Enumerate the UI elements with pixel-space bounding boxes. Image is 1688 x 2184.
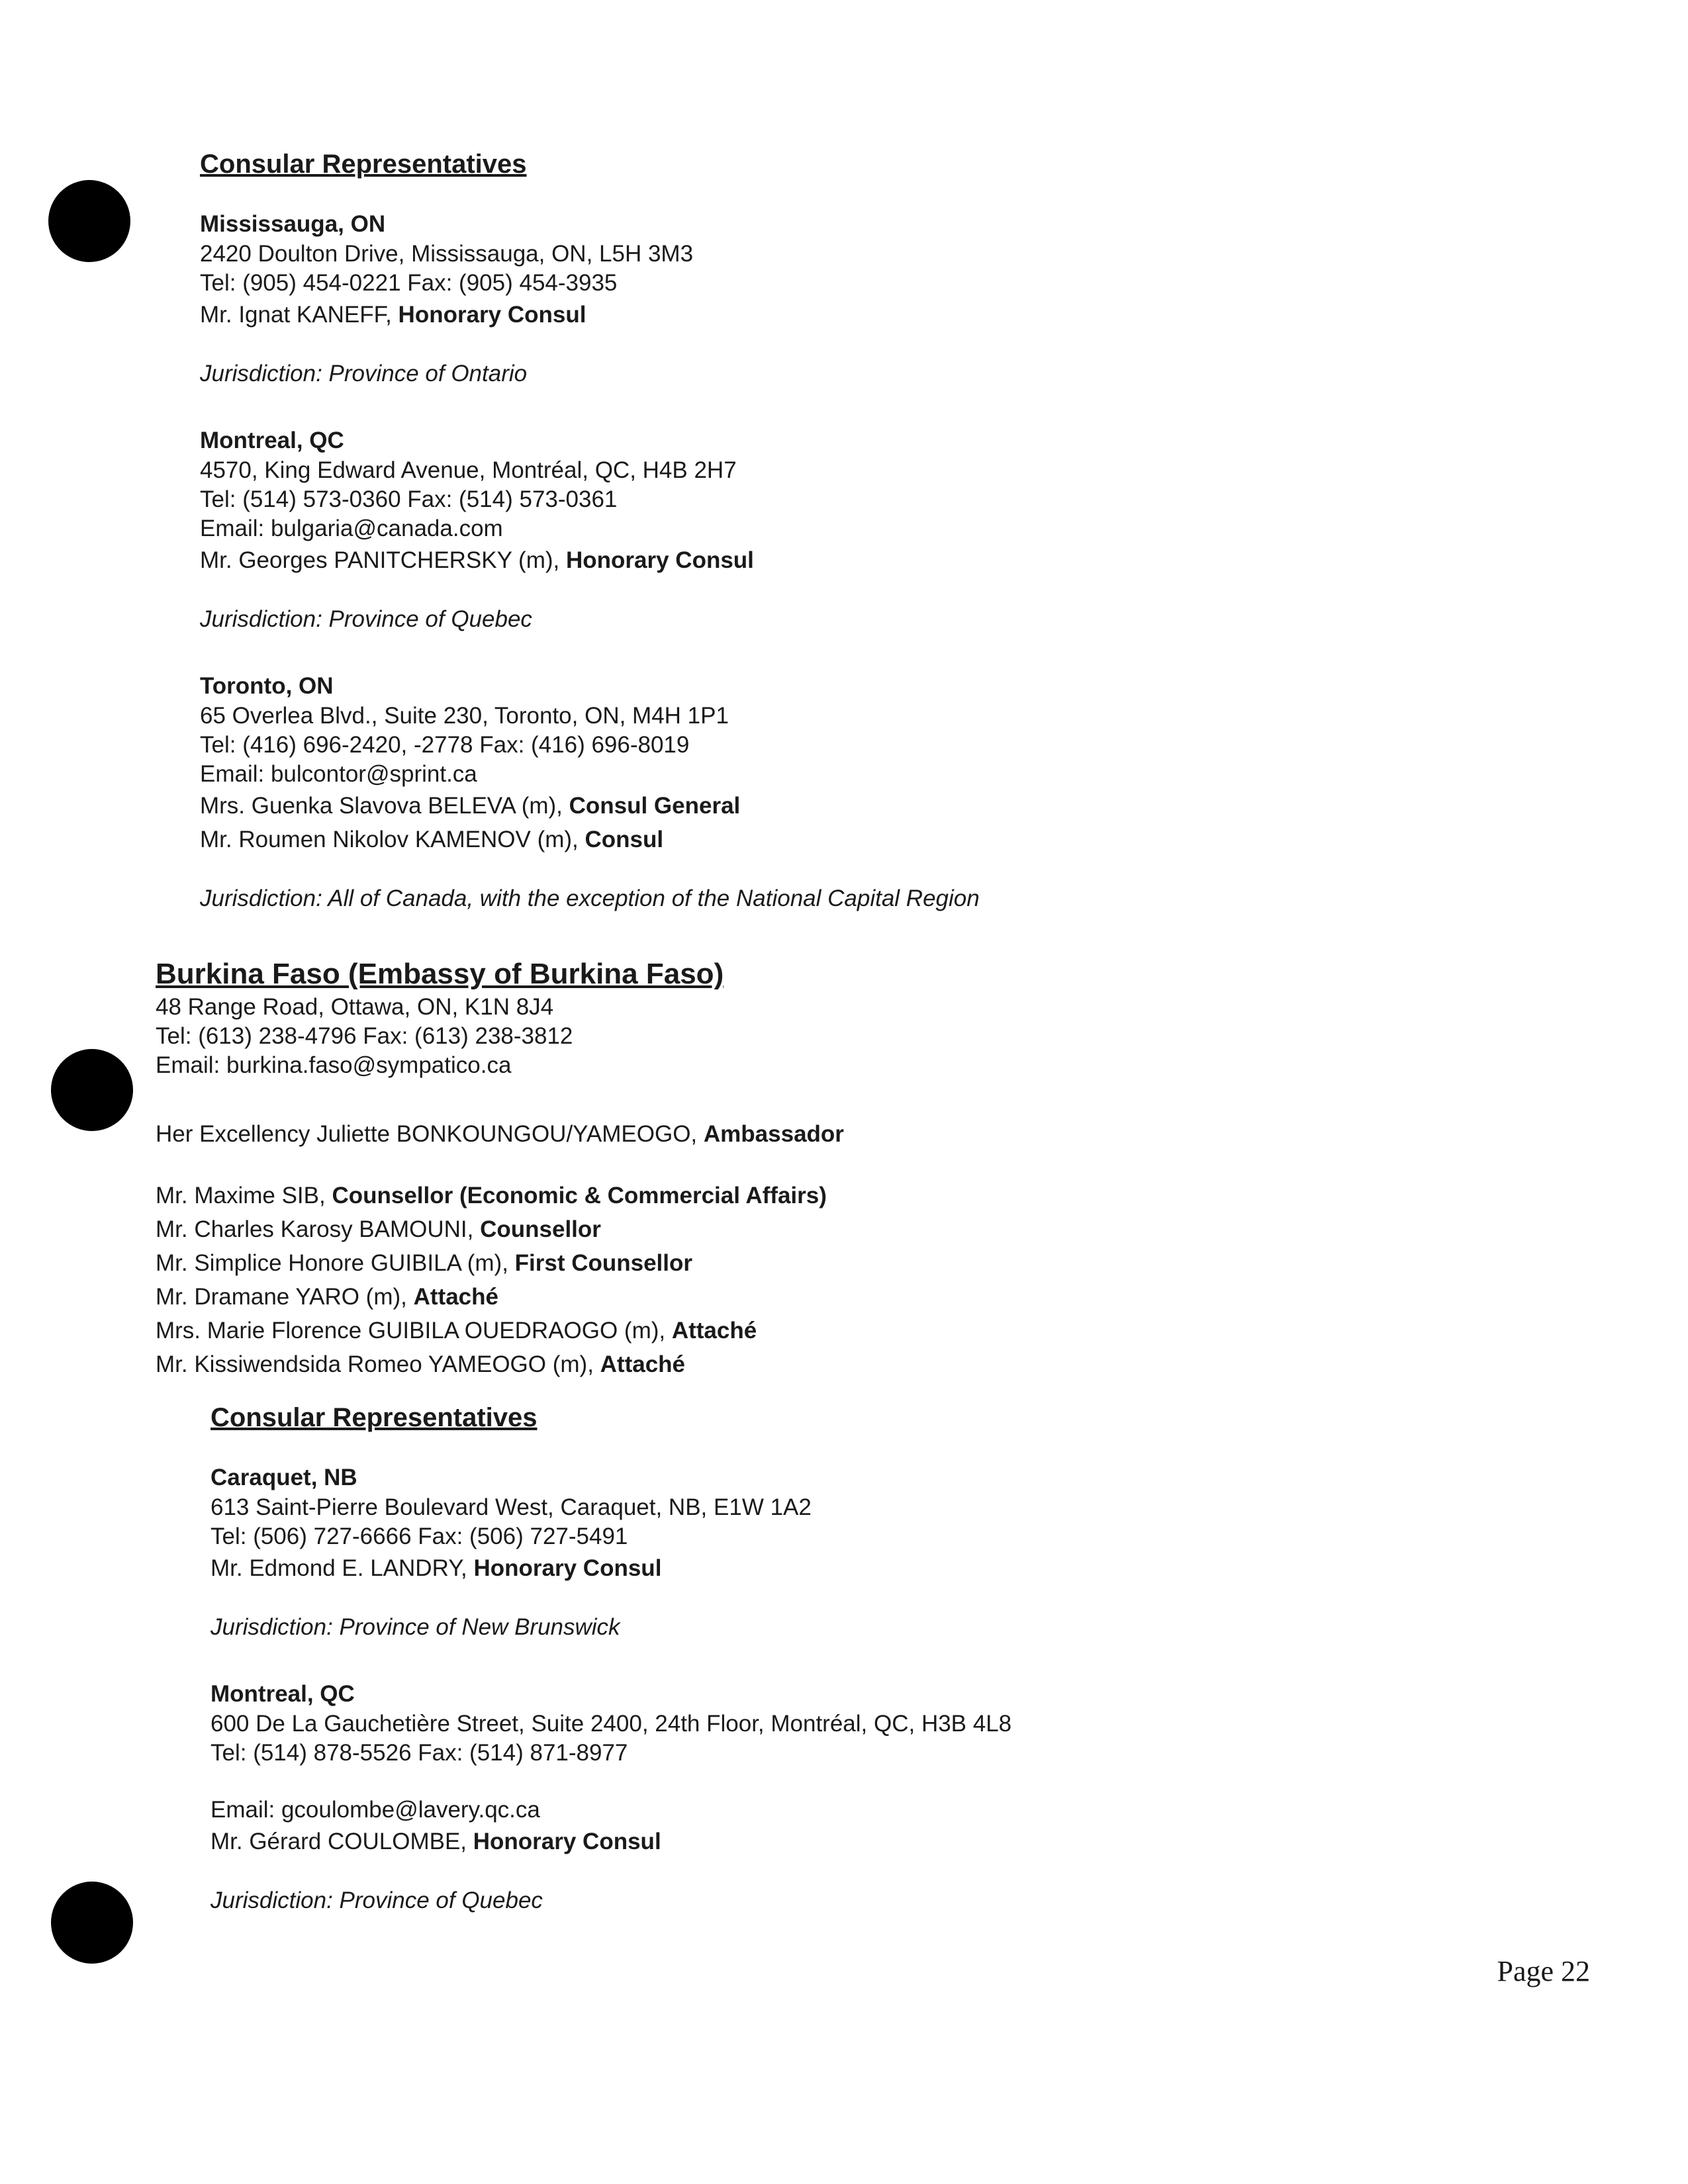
embassy-email[interactable]: Email: burkina.faso@sympatico.ca bbox=[156, 1052, 512, 1078]
office-phone: Tel: (514) 573-0360 Fax: (514) 573-0361 bbox=[200, 486, 618, 512]
embassy-phone: Tel: (613) 238-4796 Fax: (613) 238-3812 bbox=[156, 1023, 573, 1049]
office-jurisdiction: Jurisdiction: Province of New Brunswick bbox=[211, 1614, 620, 1640]
office-mississauga bbox=[200, 209, 980, 388]
office-montreal bbox=[200, 426, 980, 634]
office-city: Mississauga, ON bbox=[200, 211, 386, 237]
ambassador: Her Excellency Juliette BONKOUNGOU/YAMEOGO, Ambassador bbox=[156, 1121, 844, 1147]
office-city: Caraquet, NB bbox=[211, 1465, 357, 1490]
office-person: Mrs. Guenka Slavova BELEVA (m), Consul General bbox=[200, 793, 741, 819]
office-jurisdiction: Jurisdiction: Province of Quebec bbox=[200, 606, 532, 632]
consular-section-1 bbox=[200, 147, 980, 913]
binder-hole-middle bbox=[51, 1049, 133, 1131]
office-toronto bbox=[200, 671, 980, 913]
office-phone: Tel: (506) 727-6666 Fax: (506) 727-5491 bbox=[211, 1524, 628, 1549]
office-jurisdiction: Jurisdiction: All of Canada, with the exception of the National Capital Region bbox=[200, 886, 980, 911]
office-email[interactable]: Email: bulgaria@canada.com bbox=[200, 516, 503, 541]
embassy-section bbox=[156, 956, 844, 1381]
embassy-address: 48 Range Road, Ottawa, ON, K1N 8J4 bbox=[156, 994, 554, 1020]
staff-member: Mr. Simplice Honore GUIBILA (m), First Counsellor bbox=[156, 1250, 693, 1276]
office-person: Mr. Roumen Nikolov KAMENOV (m), Consul bbox=[200, 827, 664, 852]
section-heading: Consular Representatives bbox=[211, 1403, 538, 1432]
office-address: 600 De La Gauchetière Street, Suite 2400, 24th Floor, Montréal, QC, H3B 4L8 bbox=[211, 1711, 1012, 1737]
staff-member: Mr. Kissiwendsida Romeo YAMEOGO (m), Attaché bbox=[156, 1351, 686, 1377]
office-caraquet bbox=[211, 1463, 1011, 1642]
staff-member: Mrs. Marie Florence GUIBILA OUEDRAOGO (m), Attaché bbox=[156, 1318, 757, 1343]
binder-hole-bottom bbox=[51, 1882, 133, 1964]
binder-hole-top bbox=[48, 180, 130, 262]
section-heading: Consular Representatives bbox=[200, 150, 527, 179]
office-city: Montreal, QC bbox=[200, 428, 344, 453]
office-email[interactable]: Email: bulcontor@sprint.ca bbox=[200, 761, 477, 787]
office-montreal-2 bbox=[211, 1679, 1011, 1915]
consular-section-2 bbox=[211, 1400, 1011, 1915]
staff-member: Mr. Dramane YARO (m), Attaché bbox=[156, 1284, 498, 1310]
office-phone: Tel: (905) 454-0221 Fax: (905) 454-3935 bbox=[200, 270, 618, 296]
office-city: Toronto, ON bbox=[200, 673, 334, 699]
office-address: 2420 Doulton Drive, Mississauga, ON, L5H 3M3 bbox=[200, 241, 694, 267]
office-jurisdiction: Jurisdiction: Province of Quebec bbox=[211, 1888, 543, 1913]
office-person: Mr. Ignat KANEFF, Honorary Consul bbox=[200, 302, 586, 328]
office-address: 65 Overlea Blvd., Suite 230, Toronto, ON, M4H 1P1 bbox=[200, 703, 729, 729]
page-number: Page 22 bbox=[1497, 1955, 1590, 1987]
office-email[interactable]: Email: gcoulombe@lavery.qc.ca bbox=[211, 1797, 540, 1823]
staff-member: Mr. Charles Karosy BAMOUNI, Counsellor bbox=[156, 1216, 601, 1242]
office-jurisdiction: Jurisdiction: Province of Ontario bbox=[200, 361, 528, 387]
office-city: Montreal, QC bbox=[211, 1681, 355, 1707]
office-phone: Tel: (514) 878-5526 Fax: (514) 871-8977 bbox=[211, 1740, 628, 1766]
office-person: Mr. Edmond E. LANDRY, Honorary Consul bbox=[211, 1555, 662, 1581]
office-person: Mr. Georges PANITCHERSKY (m), Honorary Consul bbox=[200, 547, 754, 573]
staff-member: Mr. Maxime SIB, Counsellor (Economic & Commercial Affairs) bbox=[156, 1183, 827, 1208]
office-phone: Tel: (416) 696-2420, -2778 Fax: (416) 696-8019 bbox=[200, 732, 690, 758]
office-address: 613 Saint-Pierre Boulevard West, Caraquet, NB, E1W 1A2 bbox=[211, 1494, 812, 1520]
embassy-title: Burkina Faso (Embassy of Burkina Faso) bbox=[156, 958, 724, 990]
office-address: 4570, King Edward Avenue, Montréal, QC, H4B 2H7 bbox=[200, 457, 737, 483]
office-person: Mr. Gérard COULOMBE, Honorary Consul bbox=[211, 1829, 661, 1854]
